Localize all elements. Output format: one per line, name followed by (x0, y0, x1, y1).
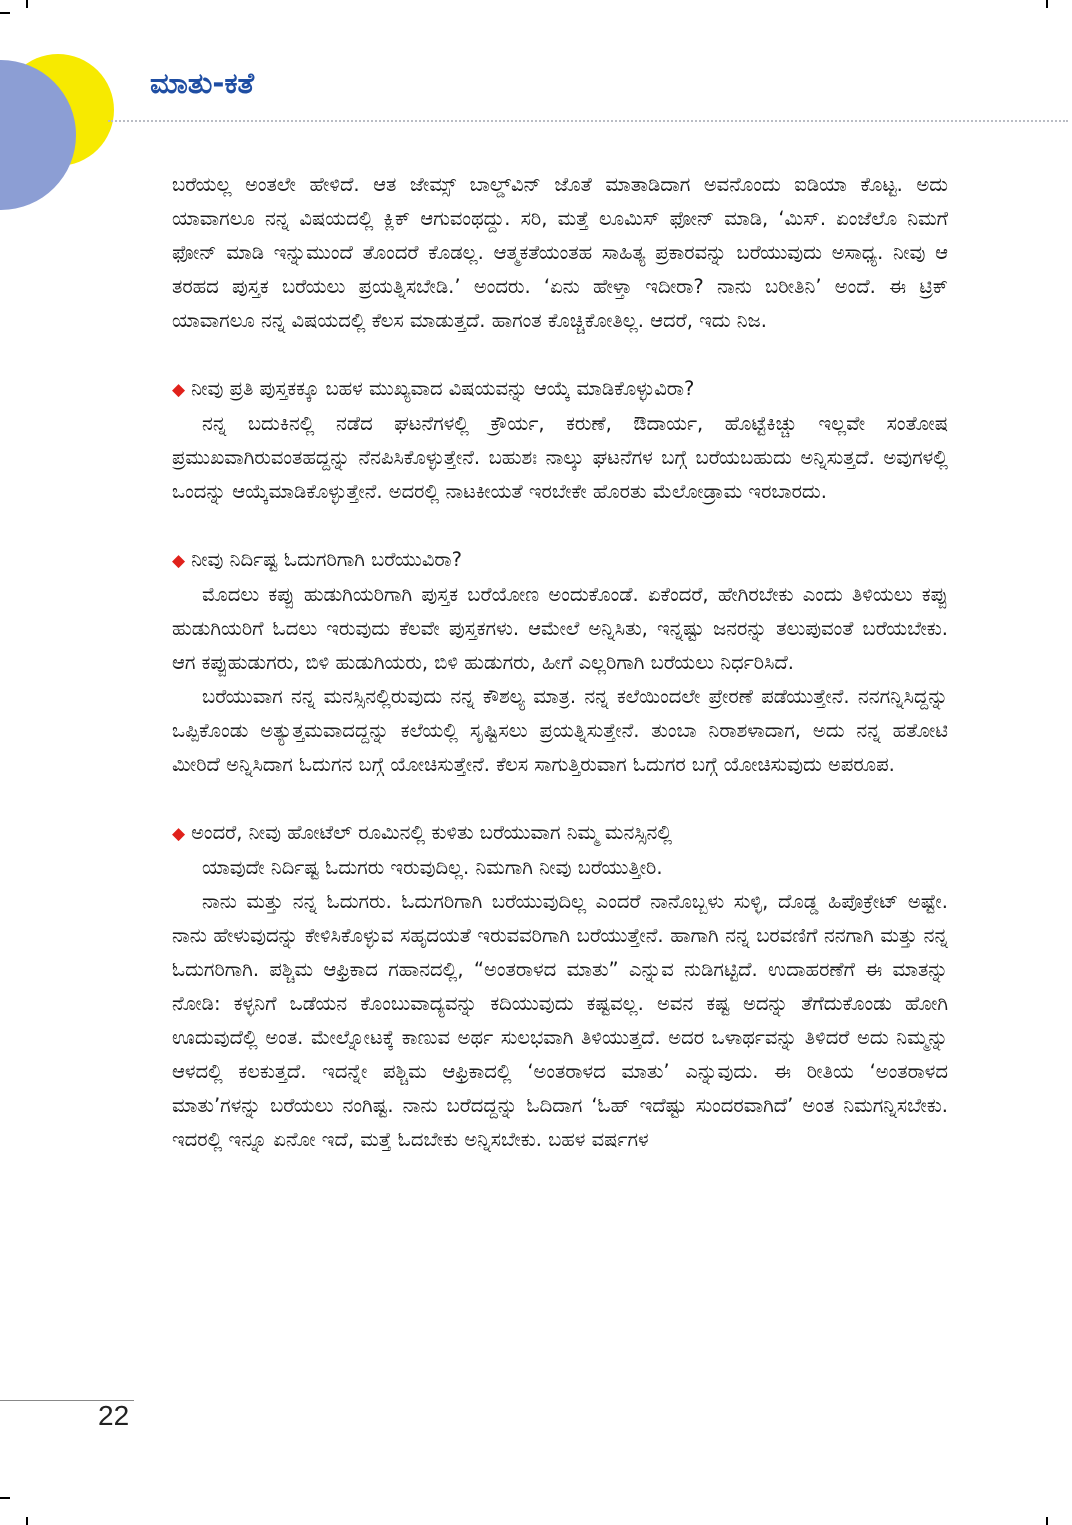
crop-mark-top-left (0, 12, 10, 14)
diamond-bullet-icon: ◆ (172, 380, 186, 400)
diamond-bullet-icon: ◆ (172, 824, 186, 844)
crop-mark-bottom-right (1046, 1517, 1048, 1525)
section-title: ಮಾತು-ಕತೆ (150, 66, 255, 100)
article-body (172, 168, 948, 1157)
question-1 (172, 372, 948, 407)
crop-mark-top-right (1046, 0, 1048, 8)
page-number: 22 (98, 1400, 130, 1431)
answer-3-paragraph: ನಾನು ಮತ್ತು ನನ್ನ ಓದುಗರು. ಓದುಗರಿಗಾಗಿ ಬರೆಯುವುದಿಲ್ಲ ಎಂದರೆ ನಾನೊಬ್ಬಳು ಸುಳ್ಳಿ, ದೊಡ್ಡ ಹಿಪೊಕ್ರೇಟ್ ಅಷ್ಟೇ. ನಾನು ಹೇಳುವುದನ್ನು ಕೇಳಿಸಿಕೊಳ್ಳುವ ಸಹೃದಯತೆ ಇರುವವರಿಗಾಗಿ ಬರೆಯುತ್ತೇನೆ. ಹಾಗಾಗಿ ನನ್ನ ಬರವಣಿಗೆ ನನಗಾಗಿ ಮತ್ತು ನನ್ನ ಓದುಗರಿಗಾಗಿ. ಪಶ್ಚಿಮ ಆಫ್ರಿಕಾದ ಗಹಾನದಲ್ಲಿ, “ಅಂತರಾಳದ ಮಾತು” ಎನ್ನುವ ನುಡಿಗಟ್ಟಿದೆ. ಉದಾಹರಣೆಗೆ ಈ ಮಾತನ್ನು ನೋಡಿ: ಕಳ್ಳನಿಗೆ ಒಡೆಯನ ಕೊಂಬುವಾದ್ಯವನ್ನು ಕದಿಯುವುದು ಕಷ್ಟವಲ್ಲ. ಅವನ ಕಷ್ಟ ಅದನ್ನು ತೆಗೆದುಕೊಂಡು ಹೋಗಿ ಊದುವುದೆಲ್ಲಿ ಅಂತ. ಮೇಲ್ನೋಟಕ್ಕೆ ಕಾಣುವ ಅರ್ಥ ಸುಲಭವಾಗಿ ತಿಳಿಯುತ್ತದೆ. ಅದರ ಒಳಾರ್ಥವನ್ನು ತಿಳಿದರೆ ಅದು ನಿಮ್ಮನ್ನು ಆಳದಲ್ಲಿ ಕಲಕುತ್ತದೆ. ಇದನ್ನೇ ಪಶ್ಚಿಮ ಆಫ್ರಿಕಾದಲ್ಲಿ ‘ಅಂತರಾಳದ ಮಾತು’ ಎನ್ನುವುದು. ಈ ರೀತಿಯ ‘ಅಂತರಾಳದ ಮಾತು’ಗಳನ್ನು ಬರೆಯಲು ನಂಗಿಷ್ಟ. ನಾನು ಬರೆದದ್ದನ್ನು ಓದಿದಾಗ ‘ಓಹ್ ಇದೆಷ್ಟು ಸುಂದರವಾಗಿದೆ’ ಅಂತ ನಿಮಗನ್ನಿಸಬೇಕು. ಇದರಲ್ಲಿ ಇನ್ನೂ ಏನೋ ಇದೆ, ಮತ್ತೆ ಓದಬೇಕು ಅನ್ನಿಸಬೇಕು. ಬಹಳ ವರ್ಷಗಳ (172, 890, 948, 1151)
crop-mark-top-tick (26, 0, 28, 8)
question-3-line-2: ಯಾವುದೇ ನಿರ್ದಿಷ್ಟ ಓದುಗರು ಇರುವುದಿಲ್ಲ. ನಿಮಗಾಗಿ ನೀವು ಬರೆಯುತ್ತೀರಿ. (202, 856, 663, 879)
question-2 (172, 543, 948, 578)
intro-paragraph: ಬರೆಯಲ್ಲ ಅಂತಲೇ ಹೇಳಿದೆ. ಆತ ಜೇಮ್ಸ್ ಬಾಲ್ಡ್‌ವಿನ್ ಜೊತೆ ಮಾತಾಡಿದಾಗ ಅವನೊಂದು ಐಡಿಯಾ ಕೊಟ್ಟ. ಅದು ಯಾವಾಗಲೂ ನನ್ನ ವಿಷಯದಲ್ಲಿ ಕ್ಲಿಕ್ ಆಗುವಂಥದ್ದು. ಸರಿ, ಮತ್ತೆ ಲೂಮಿಸ್ ಫೋನ್ ಮಾಡಿ, ‘ಮಿಸ್. ಏಂಜೆಲೊ ನಿಮಗೆ ಫೋನ್ ಮಾಡಿ ಇನ್ನುಮುಂದೆ ತೊಂದರೆ ಕೊಡಲ್ಲ. ಆತ್ಮಕತೆಯಂತಹ ಸಾಹಿತ್ಯ ಪ್ರಕಾರವನ್ನು ಬರೆಯುವುದು ಅಸಾಧ್ಯ. ನೀವು ಆ ತರಹದ ಪುಸ್ತಕ ಬರೆಯಲು ಪ್ರಯತ್ನಿಸಬೇಡಿ.’ ಅಂದರು. ‘ಏನು ಹೇಳ್ತಾ ಇದೀರಾ? ನಾನು ಬರೀತಿನಿ’ ಅಂದೆ. ಈ ಟ್ರಿಕ್ ಯಾವಾಗಲೂ ನನ್ನ ವಿಷಯದಲ್ಲಿ ಕೆಲಸ ಮಾಡುತ್ತದೆ. ಹಾಗಂತ ಕೊಚ್ಚಿಕೋತಿಲ್ಲ. ಆದರೆ, ಇದು ನಿಜ. (172, 173, 948, 332)
answer-2b-paragraph: ಬರೆಯುವಾಗ ನನ್ನ ಮನಸ್ಸಿನಲ್ಲಿರುವುದು ನನ್ನ ಕೌಶಲ್ಯ ಮಾತ್ರ. ನನ್ನ ಕಲೆಯಿಂದಲೇ ಪ್ರೇರಣೆ ಪಡೆಯುತ್ತೇನೆ. ನನಗನ್ನಿಸಿದ್ದನ್ನು ಒಪ್ಪಿಕೊಂಡು ಅತ್ಯುತ್ತಮವಾದದ್ದನ್ನು ಕಲೆಯಲ್ಲಿ ಸೃಷ್ಟಿಸಲು ಪ್ರಯತ್ನಿಸುತ್ತೇನೆ. ತುಂಬಾ ನಿರಾಶಳಾದಾಗ, ಅದು ನನ್ನ ಹತೋಟಿ ಮೀರಿದೆ ಅನ್ನಿಸಿದಾಗ ಓದುಗನ ಬಗ್ಗೆ ಯೋಚಿಸುತ್ತೇನೆ. ಕೆಲಸ ಸಾಗುತ್ತಿರುವಾಗ ಓದುಗರ ಬಗ್ಗೆ ಯೋಚಿಸುವುದು ಅಪರೂಪ. (172, 685, 948, 776)
crop-mark-bottom-left (0, 1497, 10, 1499)
answer-2-paragraph: ಮೊದಲು ಕಪ್ಪು ಹುಡುಗಿಯರಿಗಾಗಿ ಪುಸ್ತಕ ಬರೆಯೋಣ ಅಂದುಕೊಂಡೆ. ಏಕೆಂದರೆ, ಹೇಗಿರಬೇಕು ಎಂದು ತಿಳಿಯಲು ಕಪ್ಪು ಹುಡುಗಿಯರಿಗೆ ಓದಲು ಇರುವುದು ಕೆಲವೇ ಪುಸ್ತಕಗಳು. ಆಮೇಲೆ ಅನ್ನಿಸಿತು, ಇನ್ನಷ್ಟು ಜನರನ್ನು ತಲುಪುವಂತೆ ಬರೆಯಬೇಕು. ಆಗ ಕಪ್ಪುಹುಡುಗರು, ಬಿಳಿ ಹುಡುಗಿಯರು, ಬಿಳಿ ಹುಡುಗರು, ಹೀಗೆ ಎಲ್ಲರಿಗಾಗಿ ಬರೆಯಲು ನಿರ್ಧರಿಸಿದೆ. (172, 583, 948, 674)
question-3-line-1: ಅಂದರೆ, ನೀವು ಹೋಟೆಲ್ ರೂಮಿನಲ್ಲಿ ಕುಳಿತು ಬರೆಯುವಾಗ ನಿಮ್ಮ ಮನಸ್ಸಿನಲ್ಲಿ (191, 821, 673, 844)
diamond-bullet-icon: ◆ (172, 551, 186, 571)
question-1-text: ನೀವು ಪ್ರತಿ ಪುಸ್ತಕಕ್ಕೂ ಬಹಳ ಮುಖ್ಯವಾದ ವಿಷಯವನ್ನು ಆಯ್ಕೆ ಮಾಡಿಕೊಳ್ಳುವಿರಾ? (191, 377, 695, 400)
question-2-text: ನೀವು ನಿರ್ದಿಷ್ಟ ಓದುಗರಿಗಾಗಿ ಬರೆಯುವಿರಾ? (191, 548, 462, 571)
dotted-divider (108, 120, 1068, 122)
answer-1-paragraph: ನನ್ನ ಬದುಕಿನಲ್ಲಿ ನಡೆದ ಘಟನೆಗಳಲ್ಲಿ ಕ್ರೌರ್ಯ, ಕರುಣೆ, ಔದಾರ್ಯ, ಹೊಟ್ಟೆಕಿಚ್ಚು ಇಲ್ಲವೇ ಸಂತೋಷ ಪ್ರಮುಖವಾಗಿರುವಂತಹದ್ದನ್ನು ನೆನಪಿಸಿಕೊಳ್ಳುತ್ತೇನೆ. ಬಹುಶಃ ನಾಲ್ಕು ಘಟನೆಗಳ ಬಗ್ಗೆ ಬರೆಯಬಹುದು ಅನ್ನಿಸುತ್ತದೆ. ಅವುಗಳಲ್ಲಿ ಒಂದನ್ನು ಆಯ್ಕೆಮಾಡಿಕೊಳ್ಳುತ್ತೇನೆ. ಅದರಲ್ಲಿ ನಾಟಕೀಯತೆ ಇರಬೇಕೇ ಹೊರತು ಮೆಲೋಡ್ರಾಮ ಇರಬಾರದು. (172, 412, 948, 503)
question-3 (172, 816, 948, 851)
crop-mark-bottom-tick (26, 1517, 28, 1525)
